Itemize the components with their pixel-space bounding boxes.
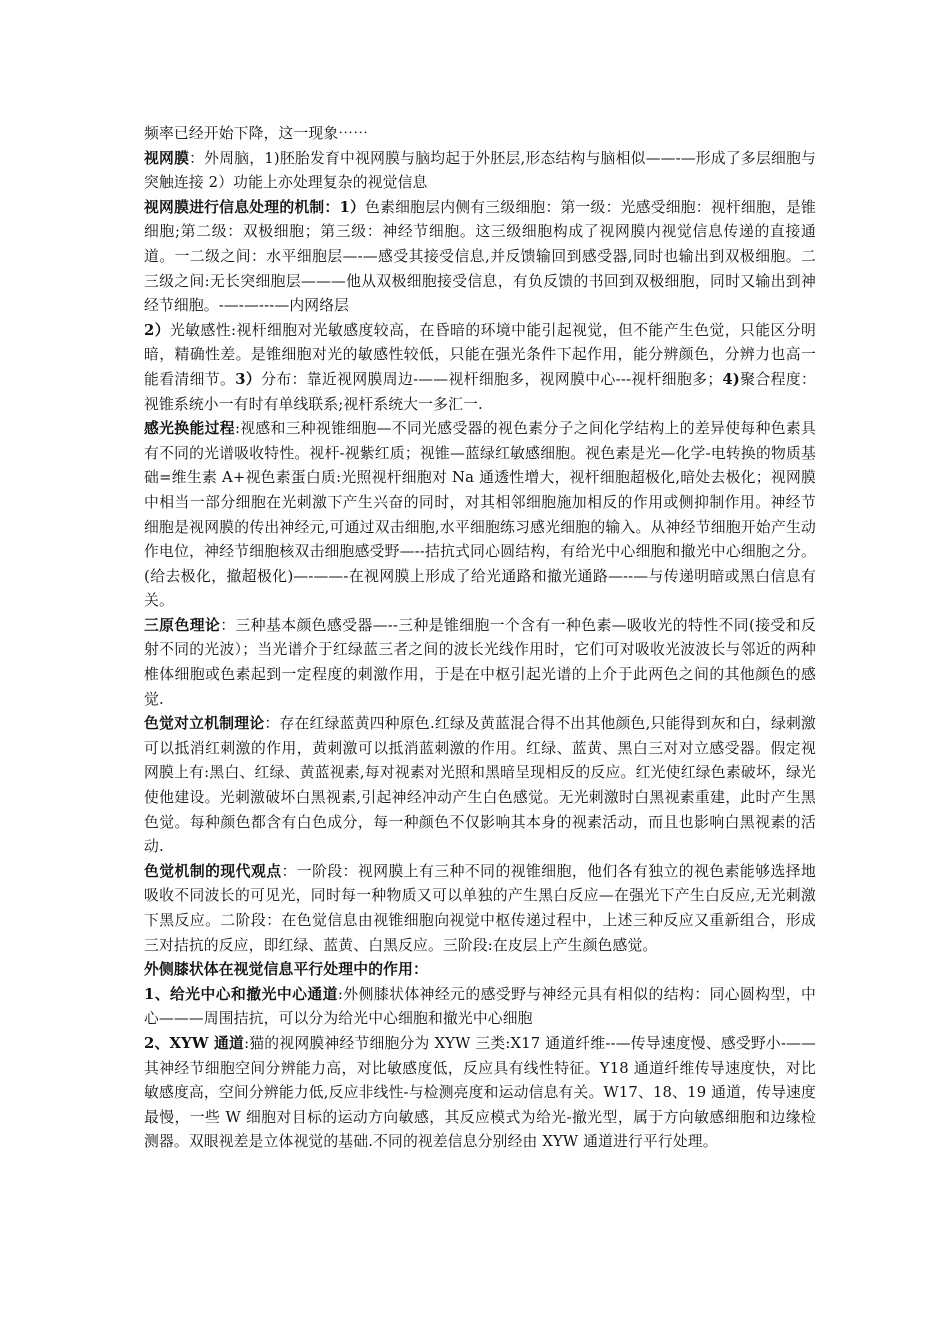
paragraph-text: ：外周脑，1)胚胎发育中视网膜与脑均起于外胚层,形态结构与脑相似——-—形成了多层细胞与突触连接 2）功能上亦处理复杂的视觉信息 — [144, 149, 817, 192]
paragraph-text: ：一阶段：视网膜上有三种不同的视锥细胞，他们各有独立的视色素能够选择地吸收不同波长的可见光，同时每一种物质又可以单独的产生黑白反应—在强光下产生白反应,无光刺激下黑反应。二阶段：在色觉信息由视锥细胞向视觉中枢传递过程中，上述三种反应又重新组合，形成三对拮抗的反应，即红绿、蓝黄、白黑反应。三阶段:在皮层上产生颜色感觉。 — [144, 862, 816, 954]
paragraph-lgn-heading — [144, 958, 816, 983]
paragraph-text: 频率已经开始下降，这一现象⋯⋯ — [144, 125, 369, 142]
heading-trichromatic-theory: 三原色理论 — [144, 616, 221, 634]
heading-lgn: 外侧膝状体在视觉信息平行处理中的作用： — [144, 961, 428, 979]
paragraph-text: 色素细胞层内侧有三级细胞：第一级：光感受细胞：视杆细胞，是锥细胞;第二级：双极细胞；第三级：神经节细胞。这三级细胞构成了视网膜内视觉信息传递的直接通道。一二级之间：水平细胞层—-—感受其接受信息,并反馈输回到感受器,同时也输出到双极细胞。二三级之间:无长突细胞层———他从双极细胞接受信息，有负反馈的书回到双极细胞，同时又输出到神经节细胞。-—-—---—内网络层 — [144, 198, 816, 315]
paragraph-text: 分布：靠近视网膜周边-——视杆细胞多，视网膜中心---视杆细胞多； — [261, 370, 723, 388]
paragraph-text: :猫的视网膜神经节细胞分为 XYW 三类:X17 通道纤维--—传导速度慢、感受野小-——其神经节细胞空间分辨能力高，对比敏感度低，反应具有线性特征。Y18 通道纤维传导速度快，对比敏感度高，空间分辨能力低,反应非线性-与检测亮度和运动信息有关。W17、18、19 通道，传导速度最慢，一些 W 细胞对目标的运动方向敏感，其反应模式为给光-撤光型，属于方向敏感细胞和边缘检测器。双眼视差是立体视觉的基础.不同的视差信息分别经由 XYW 通道进行平行处理。 — [144, 1034, 816, 1151]
paragraph-opponent-process — [144, 712, 816, 860]
list-marker-4: 4) — [722, 370, 740, 388]
heading-modern-view: 色觉机制的现代观点 — [144, 862, 282, 880]
heading-xyw-channels: 2、XYW 通道 — [144, 1034, 245, 1052]
paragraph-text: 聚合程度：视锥系统小一有时有单线联系;视杆系统大一多汇一. — [144, 370, 816, 413]
heading-on-off-channels: 1、给光中心和撤光中心通道 — [144, 985, 338, 1003]
paragraph-text: ：三种基本颜色感受器—--三种是锥细胞一个含有一种色素—吸收光的特性不同(接受和反射不同的光波）；当光谱介于红绿蓝三者之间的波长光线作用时，它们可对吸收光波波长与邻近的两种椎体细胞或色素起到一定程度的刺激作用，于是在中枢引起光谱的上介于此两色之间的其他颜色的感觉. — [144, 616, 816, 708]
paragraph-xyw-channels — [144, 1032, 816, 1155]
paragraph-photosensitivity — [144, 319, 816, 417]
heading-retina-mechanism: 视网膜进行信息处理的机制：1） — [144, 198, 366, 216]
heading-phototransduction: 感光换能过程 — [144, 420, 235, 438]
paragraph-text: :视感和三种视锥细胞—不同光感受器的视色素分子之间化学结构上的差异使每种色素具有不同的光谱吸收特性。视杆-视紫红质；视锥—蓝绿红敏感细胞。视色素是光—化学-电转换的物质基础=维生素 A+视色素蛋白质:光照视杆细胞对 Na 通透性增大，视杆细胞超极化,暗处去极化；视网膜中相当一部分细胞在光刺激下产生兴奋的同时，对其相邻细胞施加相反的作用或侧抑制作用。神经节细胞是视网膜的传出神经元,可通过双击细胞,水平细胞练习感光细胞的输入。从神经节细胞开始产生动作电位，神经节细胞核双击细胞感受野—--拮抗式同心圆结构，有给光中心细胞和撤光中心细胞之分。(给去极化，撤超极化)—-——-在视网膜上形成了给光通路和撤光通路—--—与传递明暗或黑白信息有关。 — [144, 420, 816, 610]
paragraph-phototransduction — [144, 417, 816, 614]
paragraph-text: :外侧膝状体神经元的感受野与神经元具有相似的结构：同心圆构型，中心———周围拮抗，可以分为给光中心细胞和撤光中心细胞 — [144, 985, 816, 1028]
paragraph-trichromatic-theory — [144, 614, 816, 712]
paragraph-retina — [144, 147, 816, 196]
paragraph-continuation — [144, 122, 816, 147]
document-body — [144, 122, 816, 1155]
paragraph-modern-view — [144, 860, 816, 958]
paragraph-text: 光敏感性:视杆细胞对光敏感度较高，在昏暗的环境中能引起视觉，但不能产生色觉，只能区分明暗，精确性差。是锥细胞对光的敏感性较低，只能在强光条件下起作用，能分辨颜色，分辨力也高一能看清细节。 — [144, 321, 816, 388]
paragraph-text: ：存在红绿蓝黄四种原色.红绿及黄蓝混合得不出其他颜色,只能得到灰和白，绿刺激可以抵消红刺激的作用，黄刺激可以抵消蓝刺激的作用。红绿、蓝黄、黑白三对对立感受器。假定视网膜上有:黑白、红绿、黄蓝视素,每对视素对光照和黑暗呈现相反的反应。红光使红绿色素破坏，绿光使他建设。光刺激破坏白黑视素,引起神经冲动产生白色感觉。无光刺激时白黑视素重建，此时产生黑色觉。每种颜色都含有白色成分，每一种颜色不仅影响其本身的视素活动，而且也影响白黑视素的活动. — [144, 715, 816, 856]
paragraph-on-off-channels — [144, 983, 816, 1032]
paragraph-retina-mechanism — [144, 196, 816, 319]
list-marker-3: 3） — [235, 370, 262, 388]
heading-retina: 视网膜 — [144, 149, 190, 167]
heading-opponent-process: 色觉对立机制理论 — [144, 715, 265, 733]
list-marker-2: 2） — [144, 321, 171, 339]
